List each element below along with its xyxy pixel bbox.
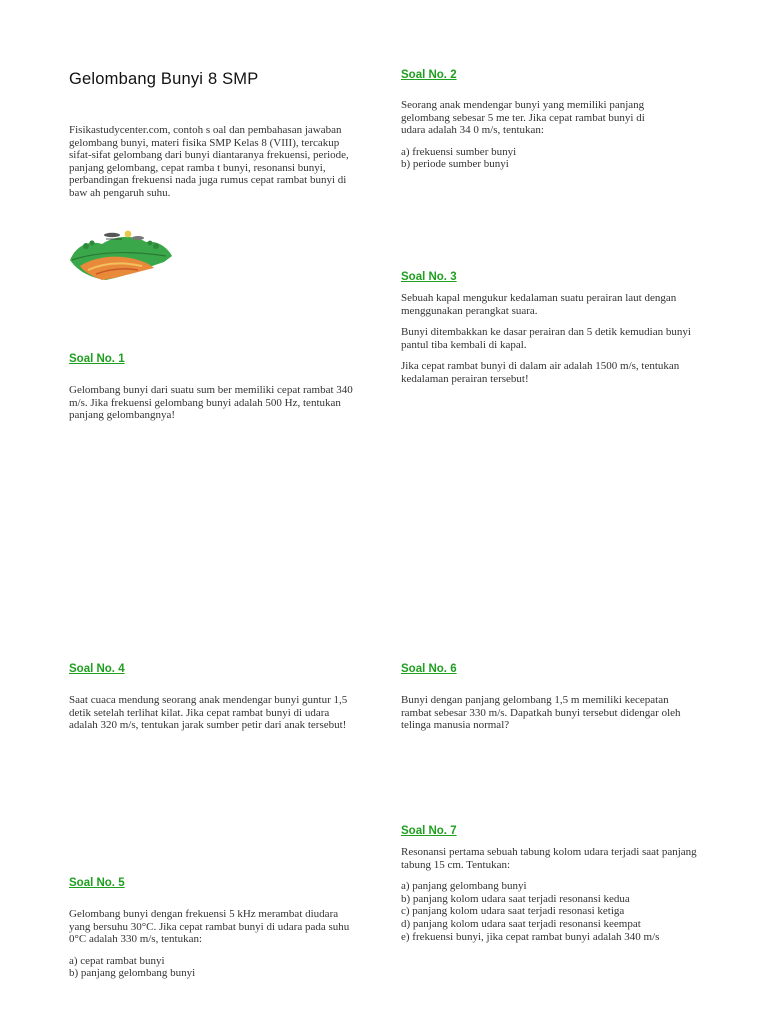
soal-7-text: Resonansi pertama sebuah tabung kolom udara terjadi saat panjang tabung 15 cm. Tentukan:: [401, 846, 697, 871]
soal-4-text: Saat cuaca mendung seorang anak mendengar bunyi guntur 1,5 detik setelah terlihat kilat. Jika cepat rambat bunyi di udara adalah 320 m/s, tentukan jarak sumber petir dari anak tersebut!: [69, 694, 348, 732]
soal-4-heading: Soal No. 4: [69, 663, 125, 675]
soal-2-block: [401, 99, 671, 171]
soal-6-text: Bunyi dengan panjang gelombang 1,5 m memiliki kecepatan rambat sebesar 330 m/s. Dapatkah bunyi tersebut didengar oleh telinga manusia normal?: [401, 694, 681, 732]
soal-7-heading: Soal No. 7: [401, 825, 457, 837]
soal-7-option: e) frekuensi bunyi, jika cepat rambat bunyi adalah 340 m/s: [401, 930, 660, 943]
soal-5-option: a) cepat rambat bunyi: [69, 954, 165, 967]
soal-1-heading: Soal No. 1: [69, 353, 125, 365]
soal-3-paragraph: Sebuah kapal mengukur kedalaman suatu perairan laut dengan menggunakan perangkat suara.: [401, 292, 677, 317]
soal-7-option: d) panjang kolom udara saat terjadi resonansi keempat: [401, 917, 641, 930]
soal-2-text: Seorang anak mendengar bunyi yang memiliki panjang gelombang sebesar 5 me ter. Jika cepat rambat bunyi di udara adalah 34 0 m/s, tentukan:: [401, 99, 645, 137]
page-title: Gelombang Bunyi 8 SMP: [69, 70, 259, 88]
landscape-illustration: [66, 226, 174, 282]
soal-7-option: c) panjang kolom udara saat terjadi resonasi ketiga: [401, 905, 625, 918]
soal-6-heading: Soal No. 6: [401, 663, 457, 675]
soal-5-text: Gelombang bunyi dengan frekuensi 5 kHz merambat diudara yang bersuhu 30°C. Jika cepat rambat bunyi di udara pada suhu 0°C adalah 330 m/s, tentukan:: [69, 908, 350, 946]
soal-5-option: b) panjang gelombang bunyi: [69, 967, 196, 980]
soal-3-heading: Soal No. 3: [401, 271, 457, 283]
soal-7-option: a) panjang gelombang bunyi: [401, 880, 527, 893]
soal-2-option: a) frekuensi sumber bunyi: [401, 145, 517, 158]
intro-text: Fisikastudycenter.com, contoh s oal dan pembahasan jawaban gelombang bunyi, materi fisika SMP Kelas 8 (VIII), tercakup sifat-sifat gelombang dari bunyi diantaranya frekuensi, periode, panjang gelombang, cepat ramba t bunyi, resonansi bunyi, perbandingan frekuensi nada juga rumus cepat rambat bunyi di baw ah pengaruh suhu.: [69, 124, 349, 199]
soal-7-block: [401, 846, 701, 943]
soal-3-block: [401, 292, 701, 386]
soal-5-heading: Soal No. 5: [69, 877, 125, 889]
soal-5-block: [69, 908, 354, 980]
soal-1-text: Gelombang bunyi dari suatu sum ber memiliki cepat rambat 340 m/s. Jika frekuensi gelombang bunyi adalah 500 Hz, tentukan panjang gelombangnya!: [69, 384, 353, 422]
soal-2-heading: Soal No. 2: [401, 69, 457, 81]
soal-2-option: b) periode sumber bunyi: [401, 158, 509, 171]
soal-3-paragraph: Bunyi ditembakkan ke dasar perairan dan 5 detik kemudian bunyi pantul tiba kembali di kapal.: [401, 326, 691, 351]
soal-3-paragraph: Jika cepat rambat bunyi di dalam air adalah 1500 m/s, tentukan kedalaman perairan tersebut!: [401, 360, 680, 385]
soal-7-option: b) panjang kolom udara saat terjadi resonansi kedua: [401, 892, 630, 905]
